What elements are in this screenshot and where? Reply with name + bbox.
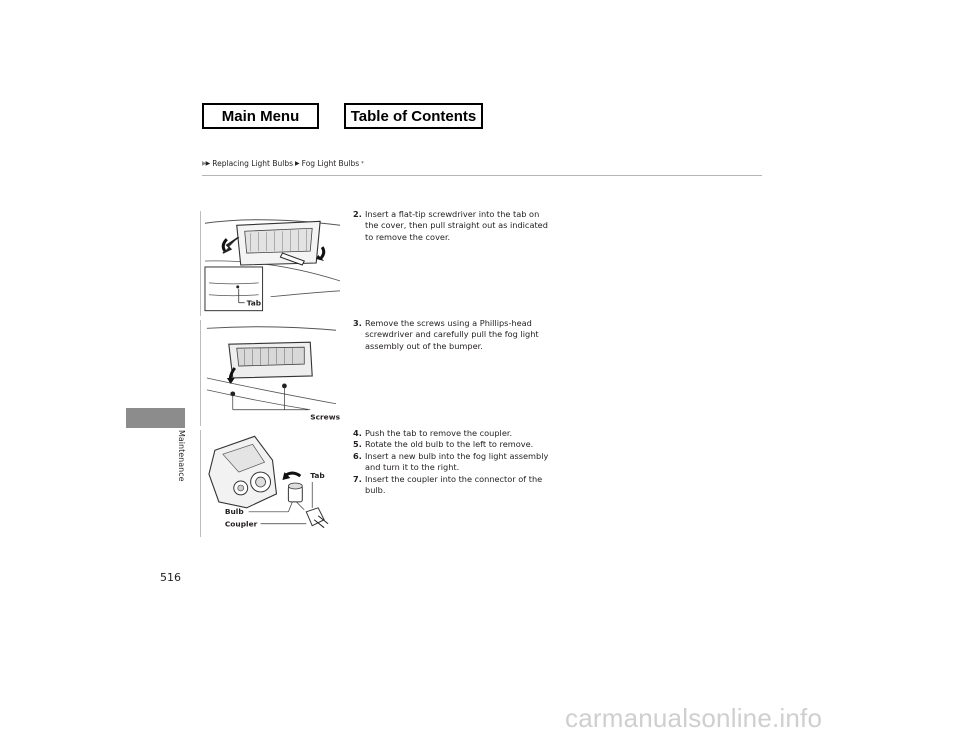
step-group-3: [353, 428, 553, 496]
step-item: [353, 451, 553, 474]
header-divider: [202, 175, 762, 176]
step-item: [353, 318, 553, 352]
step-group-1: [353, 209, 553, 243]
step-text: Remove the screws using a Phillips-head screwdriver and carefully pull the fog light assembly out of the bumper.: [365, 318, 539, 351]
label-coupler: Coupler: [224, 519, 258, 529]
label-tab: Tab: [246, 298, 262, 308]
watermark: carmanualsonline.info: [565, 703, 823, 733]
chapter-label: Maintenance: [177, 430, 186, 482]
breadcrumb-arrow-icon: ▶: [205, 160, 211, 167]
label-screws: Screws: [310, 412, 341, 422]
step-number: 4.: [353, 428, 362, 438]
step-number: 3.: [353, 318, 362, 328]
main-menu-button[interactable]: Main Menu: [202, 103, 319, 129]
breadcrumb-arrow-icon: ▶: [295, 160, 300, 167]
fog-light-bulb-illustration: [201, 430, 343, 537]
step-number: 5.: [353, 439, 362, 450]
step-group-2: [353, 318, 553, 352]
step-item: [353, 428, 553, 439]
figure-screws: [200, 320, 343, 426]
figure-cover-removal: [200, 211, 343, 316]
step-text: Insert a new bulb into the fog light assembly and turn it to the right.: [365, 450, 549, 473]
label-bulb: Bulb: [224, 506, 244, 516]
step-text: Push the tab to remove the coupler.: [365, 428, 513, 438]
step-number: 7.: [353, 473, 362, 484]
breadcrumb-section[interactable]: Replacing Light Bulbs: [212, 159, 294, 168]
fog-light-cover-illustration: [201, 211, 343, 316]
breadcrumb-asterisk: *: [361, 160, 364, 167]
step-text: Insert the coupler into the connector of the bulb.: [365, 473, 543, 496]
figure-bulb-coupler: [200, 430, 343, 537]
step-text: Rotate the old bulb to the left to remove.: [365, 439, 534, 450]
breadcrumb-arrow-icon: ▶: [202, 160, 207, 167]
breadcrumb-page: Fog Light Bulbs: [301, 159, 360, 168]
label-tab: Tab: [310, 471, 325, 481]
breadcrumb: [202, 159, 364, 168]
step-item: [353, 209, 553, 243]
step-number: 2.: [353, 209, 362, 219]
chapter-tab-marker: [126, 408, 185, 428]
step-item: [353, 474, 553, 497]
step-number: 6.: [353, 450, 362, 461]
table-of-contents-button[interactable]: Table of Contents: [344, 103, 483, 129]
page-number: 516: [160, 571, 181, 584]
step-item: [353, 439, 553, 450]
step-text: Insert a flat-tip screwdriver into the tab on the cover, then pull straight out as indicated to remove the cover.: [365, 209, 548, 242]
fog-light-screws-illustration: [201, 320, 343, 426]
